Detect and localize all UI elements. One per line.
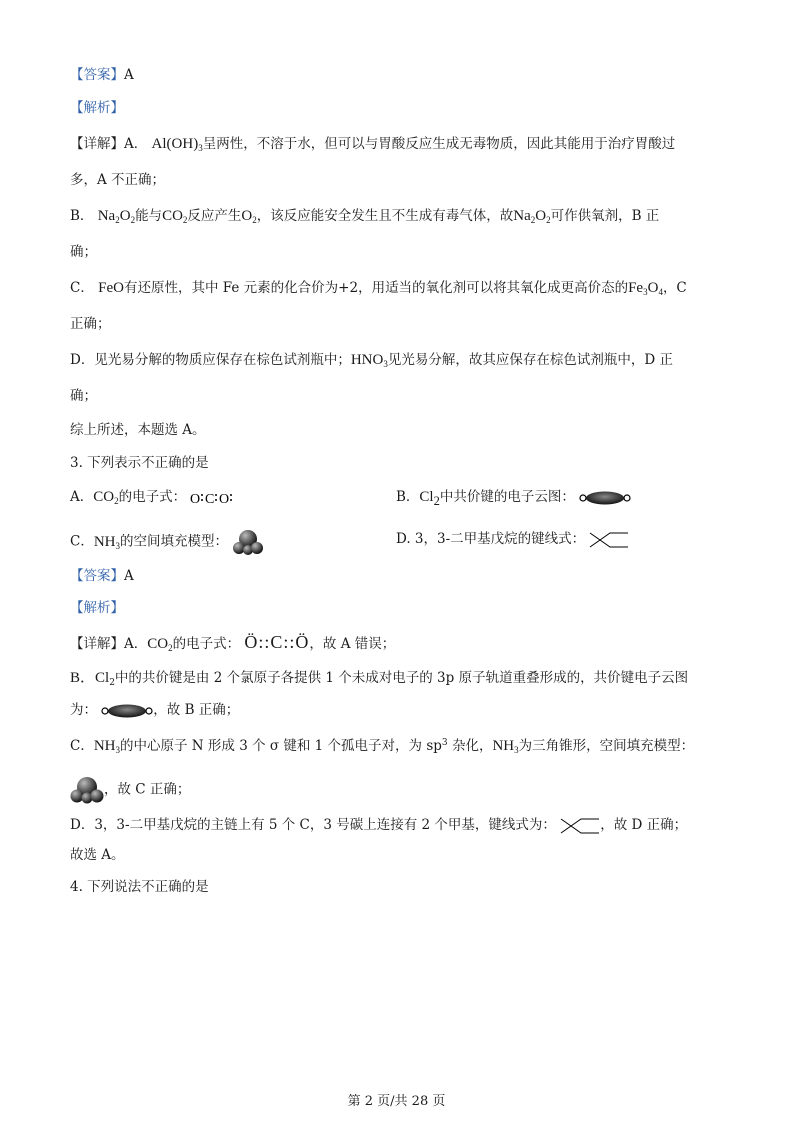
detail-line-q3b2: 为： ，故 B 正确； [70, 702, 240, 718]
formula-nh3: $NH_3$ [93, 738, 121, 755]
svg-text:O: O [190, 491, 201, 506]
svg-text:C: C [205, 491, 215, 506]
formula-co2: $CO_2$ [93, 489, 119, 506]
detail-line-b: B． $Na_2O_2$能与$CO_2$反应产生$O_2$，该反应能安全发生且不生成有毒气体，故$Na_2O_2$可作供氧剂，B 正 [70, 208, 660, 225]
option-b: B．$Cl_2$中共价键的电子云图： [396, 487, 631, 511]
detail-line-q3c: C．$NH_3$的中心原子 N 形成 3 个 σ 键和 1 个孤电子对，为 $sp^3$ 杂化，$NH_3$为三角锥形，空间填充模型： [70, 738, 695, 755]
detail-line-q3a: 【详解】A．$CO_2$的电子式： Ö::C::Ö，故 A 错误； [70, 632, 396, 653]
answer-tag: 【答案】 [70, 67, 124, 83]
formula-na2o2: $Na_2O_2$ [97, 208, 136, 225]
text: 呈两性，不溶于水，但可以与胃酸反应生成无毒物质，因此其能用于治疗胃酸过 [202, 136, 676, 152]
detail-line-d: D．见光易分解的物质应保存在棕色试剂瓶中；$HNO_3$见光易分解，故其应保存在棕色试剂瓶中，D 正 [70, 352, 673, 369]
question-4-stem: 4. 下列说法不正确的是 [70, 879, 209, 895]
conclusion-line: 故选 A。 [70, 847, 125, 863]
formula-feo: FeO [98, 280, 124, 296]
electron-cloud-icon [579, 490, 631, 506]
detail-line: 正确； [70, 316, 111, 332]
electron-cloud-icon [101, 703, 153, 719]
skeletal-formula-icon [560, 817, 600, 835]
question-3-stem: 3. 下列表示不正确的是 [70, 455, 209, 471]
detail-line-q3c2: ，故 C 正确； [70, 776, 190, 804]
detail-line-c: C． FeO有还原性，其中 Fe 元素的化合价为+2，用适当的氧化剂可以将其氧化成更高价态的$Fe_3O_4$，C [70, 280, 687, 297]
answer-tag: 【答案】 [70, 568, 124, 584]
detail-line: 多，A 不正确； [70, 172, 166, 188]
formula-aloh3: $Al(OH)_3$ [151, 136, 203, 153]
formula-o2: $O_2$ [241, 208, 257, 225]
option-a: A．$CO_2$的电子式： O C O [70, 487, 234, 507]
detail-line-q3b: B．$Cl_2$中的共价键是由 2 个氯原子各提供 1 个未成对电子的 3p 原子轨道重叠形成的，共价键电子云图 [70, 670, 689, 688]
option-label: A． [124, 136, 148, 152]
answer-line-2 [70, 566, 134, 586]
formula-hno3: $HNO_3$ [350, 352, 388, 369]
formula-fe3o4: $Fe_3O_4$ [628, 280, 663, 297]
detail-line: 确； [70, 388, 97, 404]
analysis-tag-2: 【解析】 [70, 600, 124, 616]
detail-line: 确； [70, 244, 97, 260]
nh3-space-filling-model-icon [70, 776, 104, 804]
co2-electron-dot-icon [190, 490, 234, 506]
answer-value: A [124, 568, 134, 584]
skeletal-formula-icon [589, 531, 629, 549]
answer-value: A [124, 67, 134, 83]
formula-na2o2-2: $Na_2O_2$ [513, 208, 551, 225]
detail-line-a [70, 134, 675, 154]
formula-co2: $CO_2$ [162, 208, 188, 225]
formula-nh3-2: $NH_3$ [492, 738, 519, 755]
summary-line: 综上所述，本题选 A。 [70, 422, 206, 438]
detail-line-q3d: D．3，3-二甲基戊烷的主链上有 5 个 C，3 号碳上连接有 2 个甲基，键线式为： ，故 D 正确； [70, 817, 688, 833]
page-footer: 第 2 页/共 28 页 [347, 1094, 446, 1109]
nh3-space-filling-model-icon [232, 529, 264, 555]
option-d: D. 3，3-二甲基戊烷的键线式： [396, 529, 629, 549]
formula-cl2: $Cl_2$ [419, 489, 440, 508]
svg-text:O: O [219, 491, 230, 506]
analysis-tag-1: 【解析】 [70, 100, 124, 116]
co2-electron-formula: Ö::C::Ö [244, 632, 310, 652]
formula-co2: $CO_2$ [147, 636, 173, 653]
detail-tag: 【详解】 [70, 136, 124, 152]
answer-line-1 [70, 65, 134, 85]
formula-nh3: $NH_3$ [93, 533, 121, 551]
option-c: C．$NH_3$的空间填充模型： [70, 529, 264, 555]
